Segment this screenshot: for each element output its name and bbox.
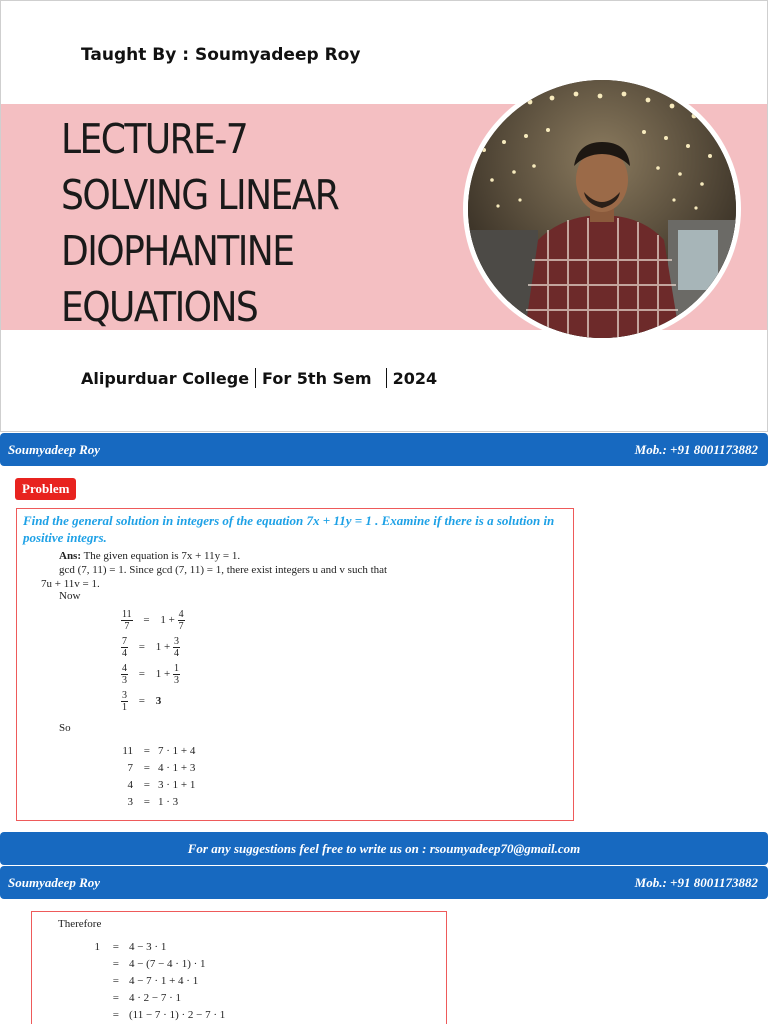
cf-row: $\frac{7}{4}$ = 1 + $\frac{3}{4}$ — [122, 636, 179, 659]
cf-int: 1 + — [155, 641, 171, 654]
division-lhs: 11 — [122, 745, 133, 757]
instructor-photo — [463, 75, 741, 343]
gcd-line: gcd (7, 11) = 1. Since gcd (7, 11) = 1, there exist integers u and v such that — [59, 564, 388, 576]
cf-rhs-num: 4 — [178, 609, 184, 620]
cover-page — [0, 0, 768, 432]
division-row: 3 = 1 · 3 — [117, 796, 237, 808]
mobile-number: Mob.: +91 8001173882 — [634, 442, 758, 457]
division-row: 7 = 4 · 1 + 3 — [117, 762, 237, 774]
cf-num: 4 — [122, 663, 127, 674]
cf-int: 1 + — [155, 668, 171, 681]
therefore-label: Therefore — [58, 918, 102, 930]
cf-int: 3 — [155, 695, 162, 708]
college-name: Alipurduar College — [81, 369, 250, 388]
cf-int: 1 + — [160, 614, 175, 627]
lecture-title — [61, 111, 338, 335]
step-rhs: 4 · 2 − 7 · 1 — [128, 992, 181, 1004]
author-name: Soumyadeep Roy — [8, 875, 101, 890]
division-row: 11 = 7 · 1 + 4 — [117, 745, 237, 757]
step-row: = (11 − 7 · 1) · 2 − 7 · 1 — [112, 1009, 226, 1021]
so-label: So — [59, 722, 71, 734]
division-rhs: 3 · 1 + 1 — [157, 779, 196, 791]
taught-by: Taught By : Soumyadeep Roy — [81, 45, 361, 65]
cf-row: $\frac{11}{7}$ = 1 + $\frac{4}{7}$ — [122, 609, 184, 632]
semester: For 5th Sem — [262, 369, 372, 388]
page-header — [0, 866, 768, 899]
cf-rhs-den: 3 — [173, 675, 179, 686]
cf-rhs-den: 7 — [178, 621, 184, 632]
step-rhs: (11 − 7 · 1) · 2 − 7 · 1 — [128, 1009, 226, 1021]
separator — [255, 368, 256, 388]
cf-den: 4 — [122, 648, 127, 659]
cf-den: 3 — [122, 675, 127, 686]
step-rhs: 4 − (7 − 4 · 1) · 1 — [128, 958, 206, 970]
step-rhs: 4 − 7 · 1 + 4 · 1 — [128, 975, 199, 987]
year: 2024 — [392, 369, 438, 388]
uv-line: 7u + 11v = 1. — [41, 578, 100, 590]
problem-badge: Problem — [15, 478, 76, 500]
title-line: SOLVING LINEAR — [61, 171, 339, 219]
division-lhs: 3 — [127, 796, 133, 808]
author-name: Soumyadeep Roy — [8, 442, 101, 457]
cf-den: 7 — [124, 621, 130, 632]
cf-rhs-num: 1 — [173, 663, 179, 674]
problem-box — [16, 508, 574, 821]
cf-num: 11 — [122, 609, 132, 620]
title-line: LECTURE-7 — [61, 115, 248, 163]
cf-den: 1 — [122, 702, 127, 713]
cf-row: $\frac{3}{1}$ = 3 — [122, 690, 162, 713]
division-rhs: 1 · 3 — [157, 796, 179, 808]
now-label: Now — [59, 590, 81, 602]
division-lhs: 4 — [127, 779, 133, 791]
answer-line — [59, 550, 240, 562]
division-rhs: 4 · 1 + 3 — [157, 762, 196, 774]
division-rhs: 7 · 1 + 4 — [157, 745, 196, 757]
separator — [386, 368, 387, 388]
mobile-number: Mob.: +91 8001173882 — [634, 875, 758, 890]
division-lhs: 7 — [127, 762, 133, 774]
instructor-photo-illustration — [468, 80, 736, 338]
answer-text: The given equation is 7x + 11y = 1. — [83, 550, 241, 562]
step-lhs: 1 — [94, 941, 100, 953]
page-header — [0, 433, 768, 466]
cf-row: $\frac{4}{3}$ = 1 + $\frac{1}{3}$ — [122, 663, 179, 686]
step-row: 1 = 4 − 3 · 1 — [88, 941, 166, 953]
step-row: = 4 − (7 − 4 · 1) · 1 — [112, 958, 206, 970]
suggestion-text: For any suggestions feel free to write us on : rsoumyadeep70@gmail.com — [187, 841, 581, 856]
answer-label: Ans: — [59, 550, 82, 562]
page-footer — [0, 832, 768, 865]
cf-num: 7 — [122, 636, 127, 647]
course-info — [81, 368, 437, 388]
cf-num: 3 — [122, 690, 127, 701]
step-row: = 4 − 7 · 1 + 4 · 1 — [112, 975, 199, 987]
step-row: = 4 · 2 − 7 · 1 — [112, 992, 181, 1004]
division-row: 4 = 3 · 1 + 1 — [117, 779, 237, 791]
problem-question: Find the general solution in integers of the equation 7x + 11y = 1 . Examine if there is a solution in positive integrs. — [23, 513, 555, 545]
step-rhs: 4 − 3 · 1 — [128, 941, 167, 953]
solution-box — [31, 911, 447, 1024]
title-line: EQUATIONS — [61, 283, 258, 331]
cf-rhs-den: 4 — [173, 648, 179, 659]
title-line: DIOPHANTINE — [61, 227, 294, 275]
cf-rhs-num: 3 — [173, 636, 179, 647]
